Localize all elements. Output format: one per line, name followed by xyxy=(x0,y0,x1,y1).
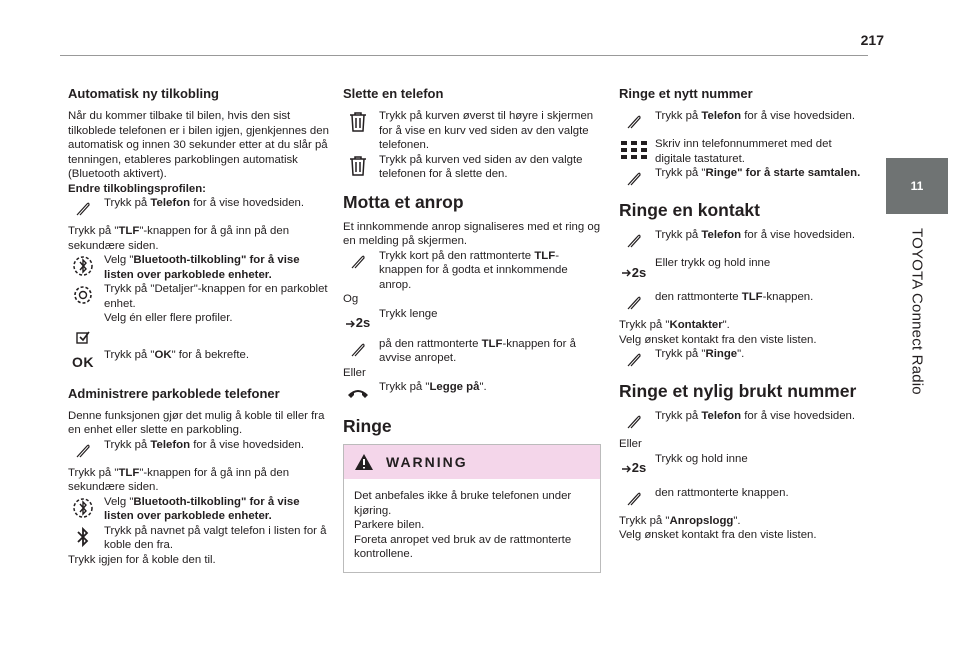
chapter-title-text: TOYOTA Connect Radio xyxy=(908,228,926,395)
heading-manage-phones: Administrere parkoblede telefoner xyxy=(68,385,280,401)
step: Skriv inn telefonnummeret med det digitale tastaturet. xyxy=(619,137,865,166)
paragraph: Trykk igjen for å koble den til. xyxy=(68,553,216,566)
heading-recent-number: Ringe et nylig brukt nummer xyxy=(619,381,857,401)
bluetooth-settings-icon xyxy=(70,497,96,519)
warning-body: Det anbefales ikke å bruke telefonen under kjøring. Parkere bilen. Foreta anropet ved bruk av de rattmonterte kontrollene. xyxy=(354,490,572,560)
touch-icon xyxy=(621,411,647,433)
touch-icon xyxy=(345,251,371,273)
step: Trykk kort på den rattmonterte TLF-knappen for å godta et innkommende anrop. xyxy=(343,249,601,293)
step: Trykk på "Ringe". xyxy=(619,347,865,367)
bluetooth-settings-icon xyxy=(70,255,96,277)
step: Trykk på navnet på valgt telefon i listen for å koble den fra. xyxy=(68,524,330,553)
touch-icon xyxy=(621,488,647,510)
step: Trykk på Telefon for å vise hovedsiden. xyxy=(619,228,865,248)
hang-up-icon xyxy=(345,382,371,404)
column-1 xyxy=(68,80,330,567)
step: Trykk på Telefon for å vise hovedsiden. xyxy=(68,438,330,458)
paragraph: Eller xyxy=(343,366,366,379)
touch-icon xyxy=(70,440,96,462)
step: Trykk på kurven ved siden av den valgte telefonen for å slette den. xyxy=(343,153,601,182)
touch-icon xyxy=(621,168,647,190)
column-2 xyxy=(343,80,601,573)
paragraph: Når du kommer tilbake til bilen, hvis den sist tilkoblede telefonen er i bilen igjen, gjenkjennes den automatisk og innen 30 sekunder etter at du slår på tenningen, etableres parkoblingen automatisk (Bluetooth aktivert). xyxy=(68,110,329,180)
step: 2s Eller trykk og hold inne xyxy=(619,256,865,282)
paragraph: Trykk på "TLF"-knappen for å gå inn på den sekundære siden. xyxy=(68,225,290,252)
touch-icon xyxy=(621,349,647,371)
step: Velg "Bluetooth-tilkobling" for å vise listen over parkoblede enheter. xyxy=(68,253,330,282)
warning-icon xyxy=(354,453,374,471)
paragraph: Velg ønsket kontakt fra den viste listen. xyxy=(619,529,817,541)
step: Trykk på kurven øverst til høyre i skjermen for å vise en kurv ved siden av den valgte telefonen. xyxy=(343,109,601,153)
paragraph: Trykk på "Anropslogg". xyxy=(619,514,741,527)
top-rule xyxy=(60,55,868,56)
paragraph: Denne funksjonen gjør det mulig å koble til eller fra en enhet eller slette en parkobling. xyxy=(68,409,325,436)
step: 2s Trykk og hold inne xyxy=(619,452,865,478)
trash-icon xyxy=(345,111,371,133)
step: Trykk på Telefon for å vise hovedsiden. xyxy=(619,109,865,129)
page-number: 217 xyxy=(860,32,884,48)
touch-icon xyxy=(70,198,96,220)
press-2s-icon: 2s xyxy=(345,313,371,335)
touch-icon xyxy=(621,111,647,133)
checkbox-icon xyxy=(70,326,96,348)
trash-icon xyxy=(345,155,371,177)
heading-call: Ringe xyxy=(343,416,392,436)
step: den rattmonterte TLF-knappen. xyxy=(619,290,865,310)
heading-receive-call: Motta et anrop xyxy=(343,191,464,212)
step: Velg "Bluetooth-tilkobling" for å vise listen over parkoblede enheter. xyxy=(68,495,330,524)
paragraph: Velg ønsket kontakt fra den viste listen. xyxy=(619,333,817,346)
paragraph: Et innkommende anrop signaliseres med et ring og en melding på skjermen. xyxy=(343,220,601,247)
keypad-icon xyxy=(621,139,647,161)
press-2s-icon: 2s xyxy=(621,458,647,480)
paragraph: Eller xyxy=(619,438,642,450)
paragraph-bold: Endre tilkoblingsprofilen: xyxy=(68,182,206,195)
chapter-tab: 11 xyxy=(886,158,948,214)
heading-new-number: Ringe et nytt nummer xyxy=(619,86,753,101)
touch-icon xyxy=(345,339,371,361)
paragraph: Trykk på "TLF"-knappen for å gå inn på den sekundære siden. xyxy=(68,466,290,493)
step: Trykk på "Legge på". xyxy=(343,380,601,402)
press-2s-icon: 2s xyxy=(621,262,647,284)
chapter-title xyxy=(886,228,946,600)
heading-call-contact: Ringe en kontakt xyxy=(619,200,760,220)
step: 2s Trykk lenge xyxy=(343,307,601,333)
details-gear-icon xyxy=(70,284,96,306)
warning-header xyxy=(344,445,600,479)
heading-auto-reconnect: Automatisk ny tilkobling xyxy=(68,86,219,101)
paragraph: Og xyxy=(343,293,359,305)
step: Trykk på Telefon for å vise hovedsiden. xyxy=(68,196,330,216)
warning-box xyxy=(343,444,601,573)
warning-title: WARNING xyxy=(386,453,468,470)
bluetooth-icon xyxy=(70,526,96,548)
ok-icon: OK xyxy=(72,354,94,371)
step: på den rattmonterte TLF-knappen for å avvise anropet. xyxy=(343,337,601,366)
step: OK Trykk på "OK" for å bekrefte. xyxy=(68,348,330,372)
touch-icon xyxy=(621,292,647,314)
step: Trykk på "Ringe" for å starte samtalen. xyxy=(619,166,865,186)
column-3 xyxy=(619,80,865,543)
step: den rattmonterte knappen. xyxy=(619,486,865,506)
step: Trykk på Telefon for å vise hovedsiden. xyxy=(619,409,865,429)
heading-delete-phone: Slette en telefon xyxy=(343,86,444,101)
step: Trykk på "Detaljer"-knappen for en parkoblet enhet. Velg én eller flere profiler. xyxy=(68,282,330,326)
step xyxy=(68,324,330,344)
touch-icon xyxy=(621,230,647,252)
paragraph: Trykk på "Kontakter". xyxy=(619,319,730,331)
